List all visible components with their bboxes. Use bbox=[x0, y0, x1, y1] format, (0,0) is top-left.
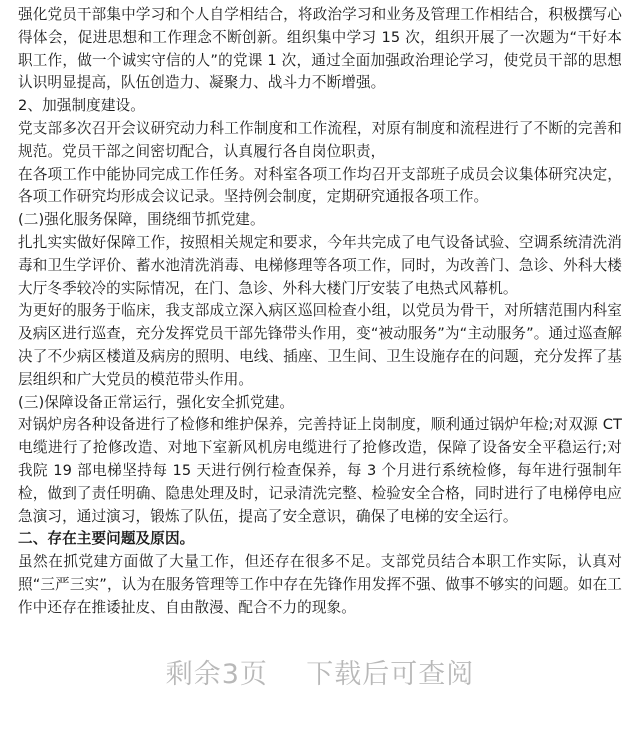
paragraph-11: 虽然在抓党建方面做了大量工作，但还存在很多不足。支部党员结合本职工作实际，认真对照“三严三实”，认为在服务管理等工作中存在先锋作用发挥不强、做事不够实的问题。如在工作中还存在推诿扯皮、自由散漫、配合不力的现象。 bbox=[18, 553, 622, 616]
document-body bbox=[18, 4, 622, 620]
paragraph-2-heading: 2、加强制度建设。 bbox=[18, 97, 145, 115]
paragraph-7: 为更好的服务于临床，我支部成立深入病区巡回检查小组，以党员为骨干，对所辖范围内科室及病区进行巡查，充分发挥党员干部先锋带头作用，变“被动服务”为“主动服务”。通过巡查解决了不少病区楼道及病房的照明、电线、插座、卫生间、卫生设施存在的问题，充分发挥了基层组织和广大党员的模范带头作用。 bbox=[18, 302, 622, 388]
paragraph-4: 在各项工作中能协同完成工作任务。对科室各项工作均召开支部班子成员会议集体研究决定，各项工作研究均形成会议记录。坚持例会制度，定期研究通报各项工作。 bbox=[18, 165, 622, 206]
section-heading-problems: 二、存在主要问题及原因。 bbox=[18, 530, 195, 548]
paragraph-5-heading: (二)强化服务保障，围绕细节抓党建。 bbox=[18, 211, 265, 229]
download-hint-text: 下载后可查阅 bbox=[306, 659, 475, 690]
paragraph-3: 党支部多次召开会议研究动力科工作制度和工作流程，对原有制度和流程进行了不断的完善和规范。党员干部之间密切配合，认真履行各自岗位职责， bbox=[18, 119, 622, 160]
remaining-pages-text: 剩余3页 bbox=[165, 659, 268, 690]
paragraph-1: 强化党员干部集中学习和个人自学相结合，将政治学习和业务及管理工作相结合，积极撰写心得体会，促进思想和工作理念不断创新。组织集中学习 15 次，组织开展了一次题为“干好本职工作，做一个诚实守信的人”的党课 1 次，通过全面加强政治理论学习，使党员干部的思想认识明显提高，队伍创造力、凝聚力、战斗力不断增强。 bbox=[18, 6, 622, 92]
paragraph-6: 扎扎实实做好保障工作，按照相关规定和要求，今年共完成了电气设备试验、空调系统清洗消毒和卫生学评价、蓄水池清洗消毒、电梯修理等各项工作，同时，为改善门、急诊、外科大楼大厅冬季较冷的实际情况，在门、急诊、外科大楼门厅安装了电热式风幕机。 bbox=[18, 233, 622, 297]
paragraph-8-heading: (三)保障设备正常运行，强化安全抓党建。 bbox=[18, 393, 295, 411]
paragraph-9: 对锅炉房各种设备进行了检修和维护保养，完善持证上岗制度，顺利通过锅炉年检;对双源 CT 电缆进行了抢修改造、对地下室新风机房电缆进行了抢修改造，保障了设备安全平稳运行;对我院 19 部电梯坚持每 15 天进行例行检查保养，每 3 个月进行系统检修，每年进行强制年检，做到了责任明确、隐患处理及时，记录清洗完整、检验安全合格，同时进行了电梯停电应急演习，通过演习，锻炼了队伍，提高了安全意识，确保了电梯的安全运行。 bbox=[18, 416, 622, 525]
download-prompt[interactable] bbox=[0, 652, 640, 691]
